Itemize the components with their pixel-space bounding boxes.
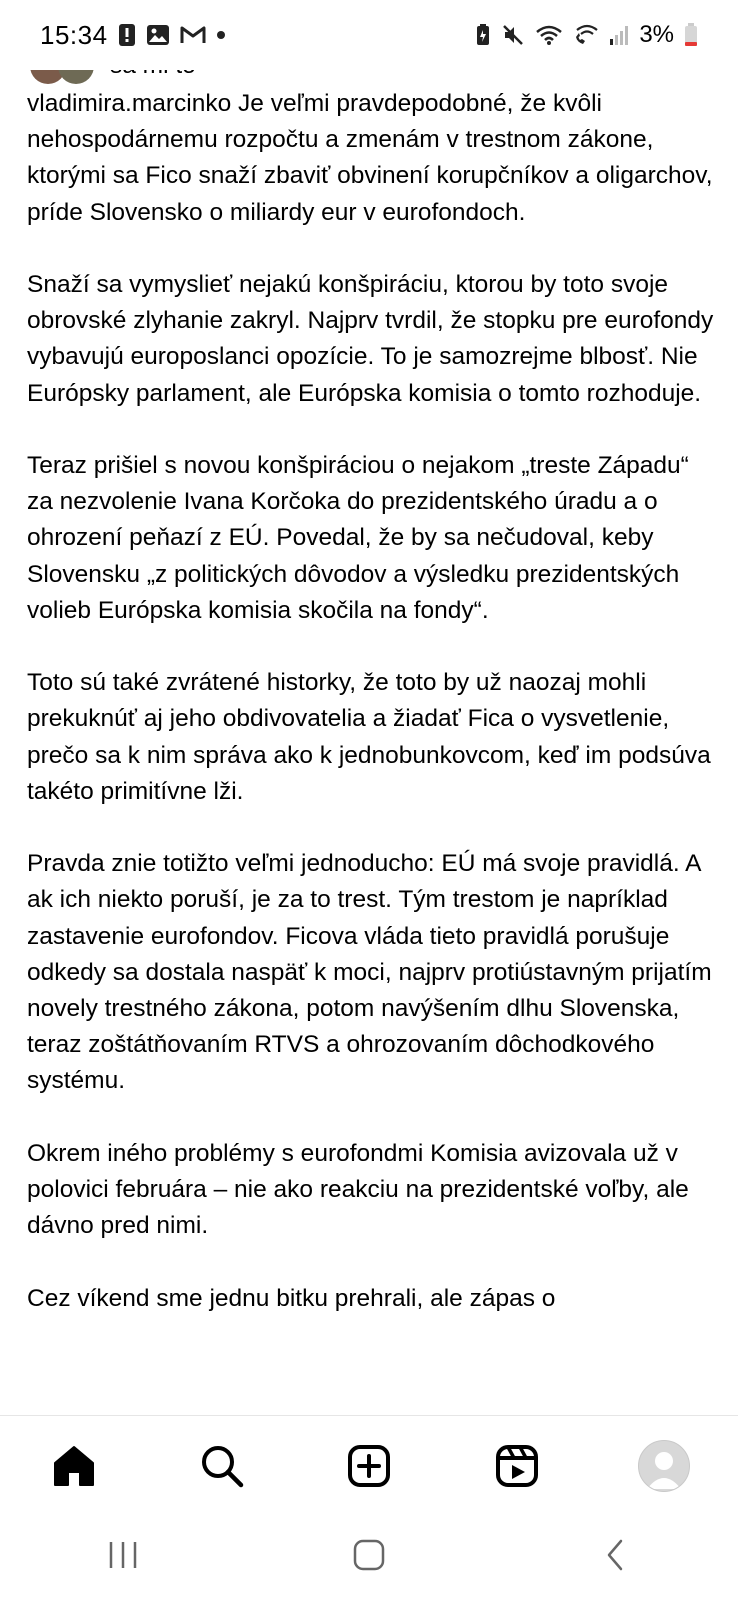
gallery-icon <box>146 24 170 46</box>
battery-icon <box>684 23 698 47</box>
bottom-navigation <box>0 1415 738 1515</box>
wifi-icon <box>535 24 563 46</box>
search-button[interactable] <box>196 1440 248 1492</box>
system-navigation-bar <box>0 1515 738 1600</box>
gmail-icon <box>180 25 206 45</box>
caption-paragraph: Okrem iného problémy s eurofondmi Komisia avizovala už v polovici februára – nie ako reakciu na prezidentské voľby, ale dávno pred nimi. <box>27 1139 689 1240</box>
home-icon <box>51 1443 97 1489</box>
caption-paragraph: Pravda znie totižto veľmi jednoducho: EÚ má svoje pravidlá. A ak ich niekto poruší, je za to trest. Tým trestom je napríklad zastavenie eurofondov. Ficova vláda tieto pravidlá porušuje odkedy sa dostala naspäť k moci, najprv protiústavným prijatím novely trestného zákona, potom navýšením dlhu Slovenska, teraz zoštátňovaním RTVS a ohrozovaním dôchodkového systému. <box>27 850 712 1095</box>
status-bar <box>0 0 738 70</box>
reels-button[interactable] <box>491 1440 543 1492</box>
caption-paragraph: vladimira.marcinko Je veľmi pravdepodobné, že kvôli nehospodárnemu rozpočtu a zmenám v trestnom zákone, ktorými sa Fico snaží zbaviť obvinení korupčníkov a oligarchov, príde Slovensko o miliardy eur v eurofondoch. <box>27 90 713 226</box>
caption-paragraph: Cez víkend sme jednu bitku prehrali, ale zápas o <box>27 1284 556 1312</box>
signal-icon <box>609 24 629 46</box>
recent-apps-button[interactable] <box>105 1539 141 1576</box>
username-link[interactable]: vladimira.marcinko <box>27 90 232 117</box>
caption-text <box>27 86 717 1353</box>
search-icon <box>199 1443 245 1489</box>
home-button[interactable] <box>48 1440 100 1492</box>
battery-percentage: 3% <box>639 21 674 48</box>
create-button[interactable] <box>343 1440 395 1492</box>
status-time: 15:34 <box>40 19 108 50</box>
system-home-button[interactable] <box>351 1537 387 1578</box>
recent-apps-icon <box>105 1539 141 1571</box>
default-user-icon <box>639 1441 689 1491</box>
battery-saver-icon <box>475 23 491 47</box>
reels-icon <box>494 1443 540 1489</box>
caption-paragraph: Toto sú také zvrátené historky, že toto by už naozaj mohli prekuknúť aj jeho obdivovatelia a žiadať Fica o vysvetlenie, prečo sa k nim správa ako k jednobunkovcom, keď im podsúva takéto primitívne lži. <box>27 669 711 805</box>
caption-paragraph: Teraz prišiel s novou konšpiráciou o nejakom „treste Západu“ za nezvolenie Ivana Korčoka do prezidentského úradu a o ohrození peňazí z EÚ. Povedal, že by sa nečudoval, keby Slovensku „z politických dôvodov a výsledku prezidentských volieb Európska komisia skočila na fondy“. <box>27 452 689 624</box>
mute-icon <box>501 23 525 47</box>
profile-button[interactable] <box>638 1440 690 1492</box>
caption-paragraph: Snaží sa vymyslieť nejakú konšpiráciu, ktorou by toto svoje obrovské zlyhanie zakryl. Najprv tvrdil, že stopku pre eurofondy vybavujú europoslanci opozície. To je samozrejme blbosť. Nie Európsky parlament, ale Európska komisia o tomto rozhoduje. <box>27 271 714 407</box>
home-button-icon <box>351 1537 387 1573</box>
dot-icon <box>216 30 226 40</box>
wifi-call-icon <box>573 24 599 46</box>
profile-avatar[interactable] <box>638 1440 690 1492</box>
back-button[interactable] <box>597 1537 633 1578</box>
back-icon <box>597 1537 633 1573</box>
alert-icon <box>118 23 136 47</box>
create-icon <box>346 1443 392 1489</box>
